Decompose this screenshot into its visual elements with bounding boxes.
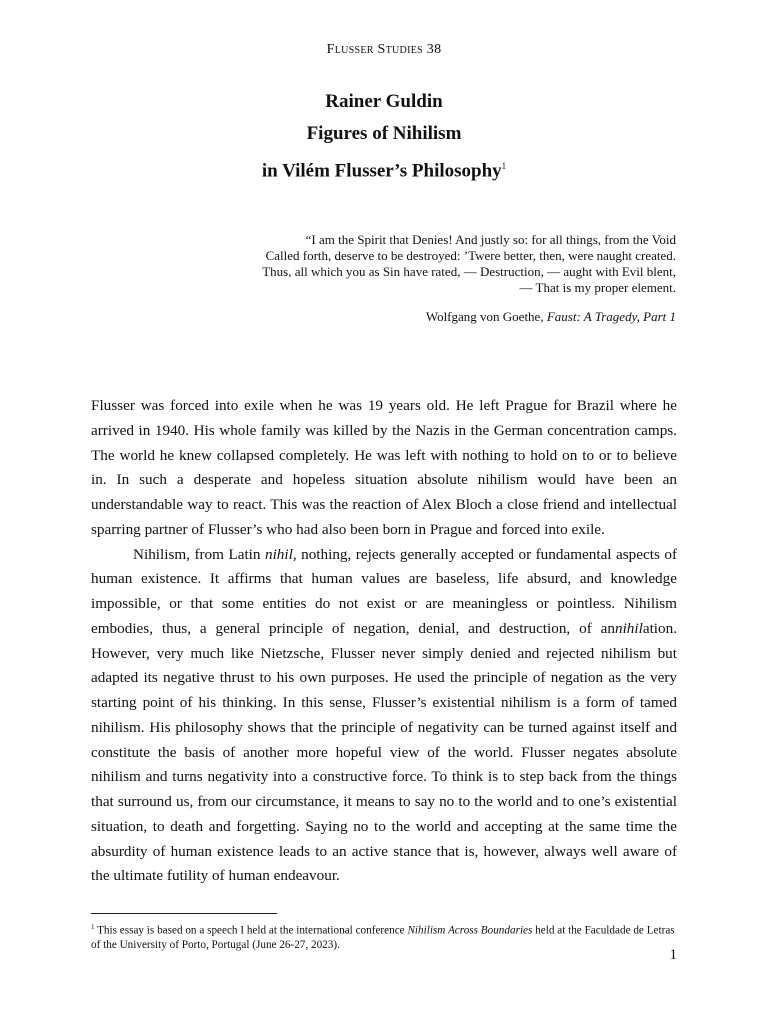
page-number: 1 bbox=[669, 947, 677, 963]
paragraph-2-text: Nihilism, from Latin bbox=[133, 545, 265, 563]
title-footnote-mark[interactable]: 1 bbox=[501, 161, 507, 171]
body-text bbox=[91, 394, 677, 889]
paragraph-1: Flusser was forced into exile when he was 19 years old. He left Prague for Brazil where he arrived in 1940. His whole family was killed by the Nazis in the German concentration camps. The world he knew collapsed completely. He was left with nothing to hold on to or to believe in. In such a desperate and hopeless situation absolute nihilism would have been an understandable way to react. This was the reaction of Alex Bloch a close friend and intellectual sparring partner of Flusser’s who had also been born in Prague and forced into exile. bbox=[91, 397, 677, 538]
title-line-2 bbox=[0, 150, 768, 187]
footnote-text: held at the Faculdade de Letras of the University of Porto, Portugal (June 26-27, 2023). bbox=[91, 924, 675, 951]
attribution-work: Faust: A Tragedy, Part 1 bbox=[546, 309, 676, 324]
epigraph-line: Thus, all which you as Sin have rated, — Destruction, — aught with Evil blent, bbox=[262, 264, 676, 279]
epigraph-line: Called forth, deserve to be destroyed: ’Twere better, then, were naught created. bbox=[265, 248, 676, 263]
epigraph-line: — That is my proper element. bbox=[519, 280, 676, 295]
term-nihil: nihil bbox=[264, 545, 293, 563]
footnote-conference: Nihilism Across Boundaries bbox=[407, 924, 533, 937]
epigraph-line: “I am the Spirit that Denies! And justly so: for all things, from the Void bbox=[305, 232, 676, 247]
term-annihil: nihil bbox=[614, 619, 643, 637]
title-line-1: Figures of Nihilism bbox=[306, 123, 462, 144]
footnote bbox=[91, 920, 677, 952]
paragraph-2-text: ation. However, very much like Nietzsche, Flusser never simply denied and rejected nihilism but adapted its negative thrust to his own purposes. He used the principle of negation as the very starting point of his thinking. In this sense, Flusser’s existential nihilism is a form of tamed nihilism. His philosophy shows that the principle of negativity can be turned against itself and constitute the basis of another more hopeful view of the world. Flusser negates absolute nihilism and turns negativity into a constructive force. To think is to step back from the things that surround us, from our circumstance, it means to say no to the world and to one’s existential situation, to death and forgetting. Saying no to the world and accepting at the same time the absurdity of human existence leads to an active stance that is, however, always well aware of the ultimate futility of human endeavour. bbox=[91, 619, 677, 885]
title-line-2-text: in Vilém Flusser’s Philosophy bbox=[261, 160, 502, 182]
footnote-divider bbox=[91, 913, 277, 914]
paragraph-2-text: , nothing, rejects generally accepted or fundamental aspects of human existence. It affirms that human values are baseless, life absurd, and knowledge impossible, or that some entities do not exist or are meaningless or pointless. Nihilism embodies, thus, a general principle of negation, denial, and destruction, of an bbox=[91, 545, 677, 637]
epigraph bbox=[206, 232, 676, 296]
epigraph-attribution bbox=[206, 309, 676, 325]
title-block bbox=[0, 86, 768, 187]
paragraph-2 bbox=[91, 543, 677, 890]
running-head: Flusser Studies 38 bbox=[326, 42, 442, 57]
footnote-mark: 1 bbox=[91, 923, 95, 931]
footnote-text: This essay is based on a speech I held at the international conference bbox=[94, 924, 408, 937]
author-name: Rainer Guldin bbox=[325, 91, 443, 112]
attribution-author: Wolfgang von Goethe, bbox=[425, 309, 547, 324]
